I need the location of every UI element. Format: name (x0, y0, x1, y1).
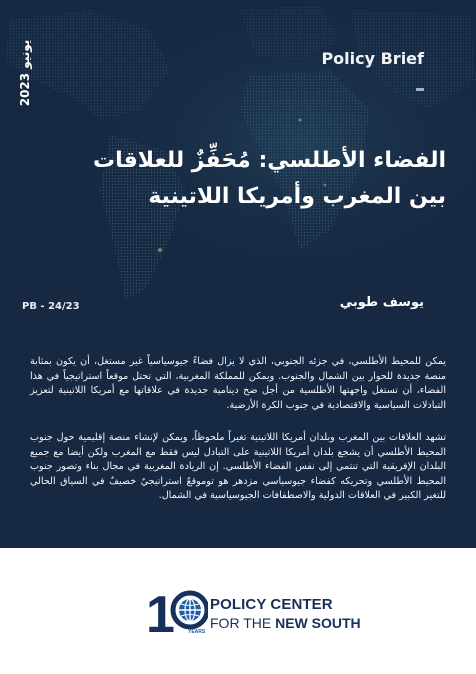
label-accent-bar (416, 88, 424, 91)
publication-date (14, 28, 36, 118)
logo-name-line-1: POLICY CENTER (210, 596, 333, 613)
logo-years: YEARS (188, 629, 206, 635)
title-line-1: الفضاء الأطلسي: مُحَفِّزٌ للعلاقات (93, 148, 446, 173)
logo-name-line-2-prefix: FOR THE (210, 615, 276, 631)
logo-numeral: 1 (146, 586, 175, 640)
summary-text (30, 355, 446, 522)
logo-name-line-2-bold: NEW SOUTH (275, 615, 361, 631)
summary-paragraph-2: تشهد العلاقات بين المغرب وبلدان أمريكا اللاتينية تغيراً ملحوظاً، ويمكن لإنشاء منصة إقليمية حول جنوب المحيط الأطلسي أن يشجع بلدان أمريكا اللاتينية على التبادل ليس فقط مع المغرب ولكن أيضا مع جميع البلدان الإفريقية التي تنتمي إلى نفس الفضاء الأطلسي. إن الريادة المغربية في مجال بناء وتصور جنوب المحيط الأطلسي وتحريكه كفضاء جيوسياسي مزدهر هو توموقعٌ استراتيجيٌ خصيفٌ في السياق الحالي للتغير الكبير في العلاقات الدولية والاصطفافات الجيوسياسية في الشمال. (30, 432, 446, 501)
title-line-2: بين المغرب وأمريكا اللاتينية (148, 184, 446, 209)
publication-date-text: يونيو 2023 (18, 39, 32, 107)
document-type-label: Policy Brief (321, 49, 424, 68)
document-title (26, 143, 446, 215)
policy-center-logo (146, 582, 361, 642)
author-name: يوسف طوبي (339, 295, 424, 310)
summary-paragraph-1: يمكن للمحيط الأطلسي، في جزئه الجنوبي، الذي لا يزال فضاءً جيوسياسياً غير مستغل، أن يكون بمثابة منصة جديدة للحوار بين الشمال والجنوب. ويمكن للمملكة المغربية، التي تحتل موقعاً استراتيجياً في هذا الفضاء، أن تستغل واجهتها الأطلسية من أجل ضخ دينامية جديدة في علاقاتها مع أمريكا اللاتينية لتعزيز التبادلات السياسية والاقتصادية في جنوب الكرة الأرضية. (30, 356, 446, 411)
logo-name-line-2 (210, 615, 361, 631)
document-code: PB - 24/23 (22, 301, 80, 312)
